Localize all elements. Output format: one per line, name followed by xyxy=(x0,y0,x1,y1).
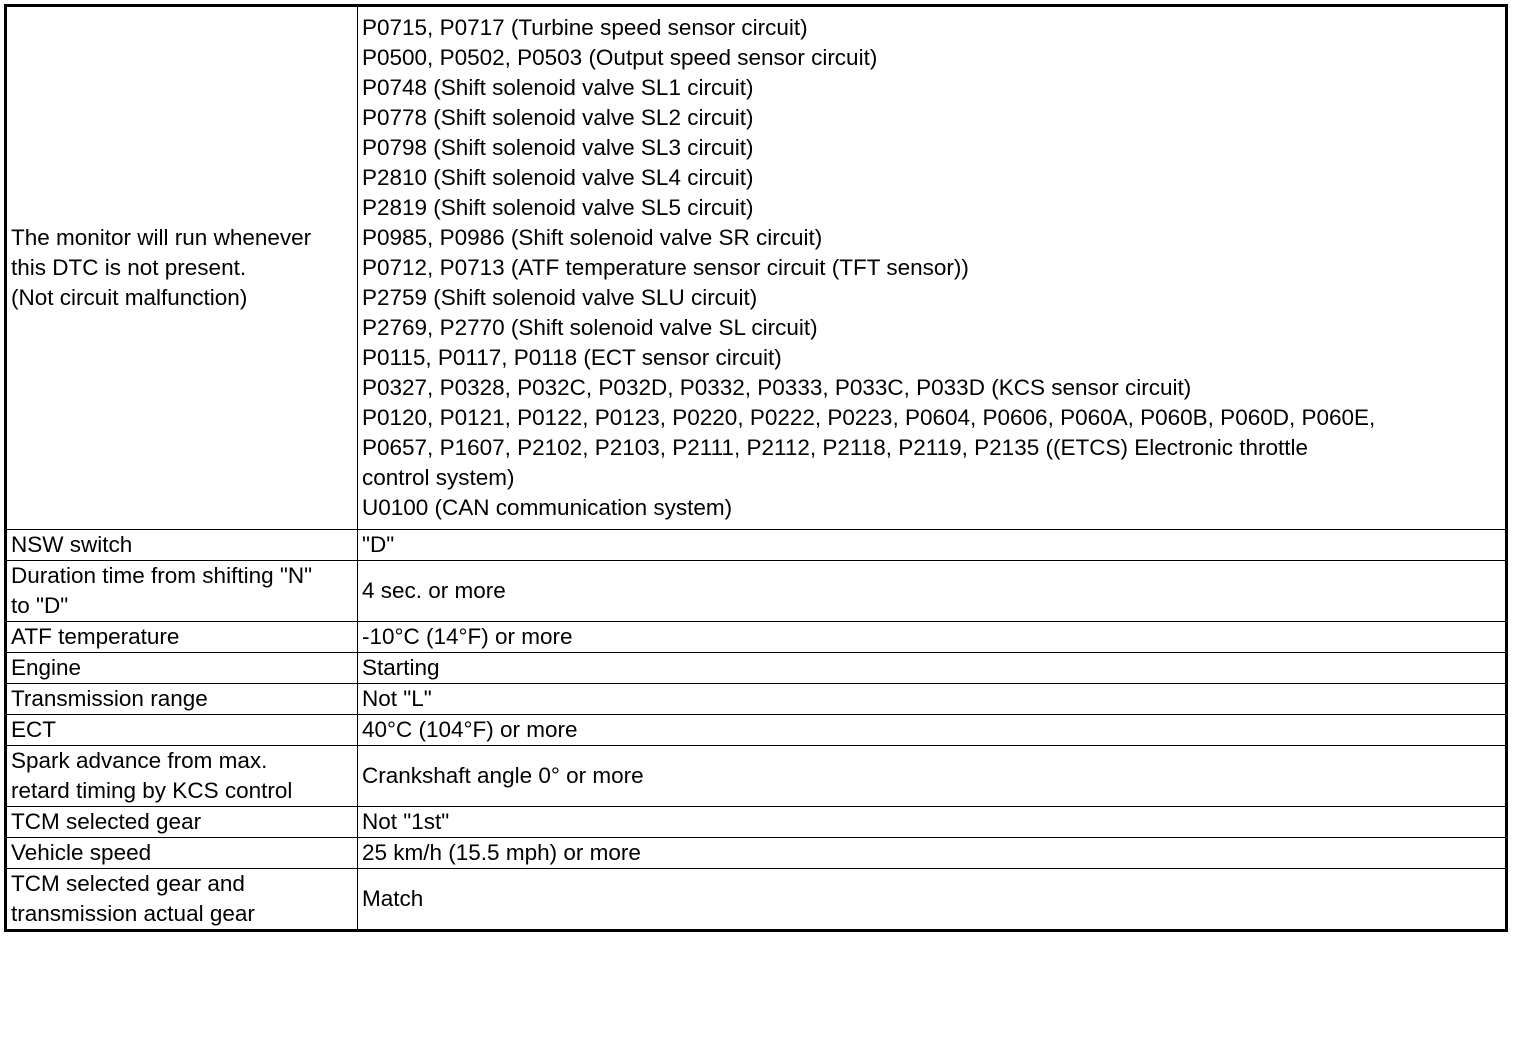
value-cell xyxy=(358,653,1507,684)
condition-cell xyxy=(6,715,358,746)
condition-line: TCM selected gear and xyxy=(11,871,245,896)
dtc-line: P0798 (Shift solenoid valve SL3 circuit) xyxy=(362,135,754,160)
value-cell xyxy=(358,807,1507,838)
dtc-line: P2819 (Shift solenoid valve SL5 circuit) xyxy=(362,195,754,220)
condition-line: Duration time from shifting "N" xyxy=(11,563,313,588)
dtc-line: P0715, P0717 (Turbine speed sensor circuit) xyxy=(362,15,808,40)
condition-cell xyxy=(6,622,358,653)
value-text: Match xyxy=(362,886,424,911)
dtc-line: P0748 (Shift solenoid valve SL1 circuit) xyxy=(362,75,754,100)
condition-cell xyxy=(6,6,358,530)
condition-cell xyxy=(6,653,358,684)
condition-cell xyxy=(6,530,358,561)
condition-cell xyxy=(6,684,358,715)
dtc-line: P0712, P0713 (ATF temperature sensor circuit (TFT sensor)) xyxy=(362,255,969,280)
dtc-line: P0327, P0328, P032C, P032D, P0332, P0333, P033C, P033D (KCS sensor circuit) xyxy=(362,375,1192,400)
table-row-transmission-range xyxy=(6,684,1507,715)
dtc-line: P2810 (Shift solenoid valve SL4 circuit) xyxy=(362,165,754,190)
value-cell xyxy=(358,684,1507,715)
condition-cell xyxy=(6,807,358,838)
value-text: 25 km/h (15.5 mph) or more xyxy=(362,840,641,865)
value-cell xyxy=(358,838,1507,869)
condition-line: retard timing by KCS control xyxy=(11,778,293,803)
value-text: Starting xyxy=(362,655,440,680)
dtc-line: P0778 (Shift solenoid valve SL2 circuit) xyxy=(362,105,754,130)
value-cell xyxy=(358,530,1507,561)
value-text: Not "1st" xyxy=(362,809,450,834)
value-cell xyxy=(358,622,1507,653)
dtc-line: P0115, P0117, P0118 (ECT sensor circuit) xyxy=(362,345,782,370)
value-cell xyxy=(358,715,1507,746)
value-cell xyxy=(358,746,1507,807)
condition-line: to "D" xyxy=(11,593,69,618)
condition-line: this DTC is not present. xyxy=(11,255,247,280)
dtc-line: P2759 (Shift solenoid valve SLU circuit) xyxy=(362,285,758,310)
table-row-tcm-selected-gear xyxy=(6,807,1507,838)
condition-line: ECT xyxy=(11,717,56,742)
dtc-list-cell xyxy=(358,6,1507,530)
dtc-line: P0985, P0986 (Shift solenoid valve SR circuit) xyxy=(362,225,823,250)
value-text: -10°C (14°F) or more xyxy=(362,624,573,649)
value-text: "D" xyxy=(362,532,395,557)
value-cell xyxy=(358,561,1507,622)
monitor-conditions-table xyxy=(4,4,1508,932)
dtc-line: P2769, P2770 (Shift solenoid valve SL circuit) xyxy=(362,315,818,340)
condition-line: TCM selected gear xyxy=(11,809,202,834)
table-row xyxy=(6,6,1507,530)
condition-line: Engine xyxy=(11,655,82,680)
condition-cell xyxy=(6,869,358,931)
condition-line: The monitor will run whenever xyxy=(11,225,312,250)
table-row-gear-match xyxy=(6,869,1507,931)
value-cell xyxy=(358,869,1507,931)
condition-cell xyxy=(6,838,358,869)
table-row-duration-time xyxy=(6,561,1507,622)
table-row-nsw-switch xyxy=(6,530,1507,561)
value-text: Not "L" xyxy=(362,686,432,711)
condition-cell xyxy=(6,746,358,807)
condition-line: (Not circuit malfunction) xyxy=(11,285,248,310)
table-row-engine xyxy=(6,653,1507,684)
value-text: 40°C (104°F) or more xyxy=(362,717,578,742)
table-row-vehicle-speed xyxy=(6,838,1507,869)
condition-line: NSW switch xyxy=(11,532,133,557)
dtc-line: control system) xyxy=(362,465,515,490)
dtc-line: P0657, P1607, P2102, P2103, P2111, P2112, P2118, P2119, P2135 ((ETCS) Electronic throttle xyxy=(362,435,1309,460)
condition-line: Transmission range xyxy=(11,686,208,711)
table-row-spark-advance xyxy=(6,746,1507,807)
condition-line: Vehicle speed xyxy=(11,840,152,865)
value-text: 4 sec. or more xyxy=(362,578,506,603)
condition-line: ATF temperature xyxy=(11,624,180,649)
condition-line: Spark advance from max. xyxy=(11,748,268,773)
condition-cell xyxy=(6,561,358,622)
table-row-atf-temperature xyxy=(6,622,1507,653)
dtc-line: P0500, P0502, P0503 (Output speed sensor circuit) xyxy=(362,45,878,70)
value-text: Crankshaft angle 0° or more xyxy=(362,763,644,788)
dtc-line: U0100 (CAN communication system) xyxy=(362,495,733,520)
table-row-ect xyxy=(6,715,1507,746)
dtc-line: P0120, P0121, P0122, P0123, P0220, P0222, P0223, P0604, P0606, P060A, P060B, P060D, P060E, xyxy=(362,405,1376,430)
condition-line: transmission actual gear xyxy=(11,901,255,926)
